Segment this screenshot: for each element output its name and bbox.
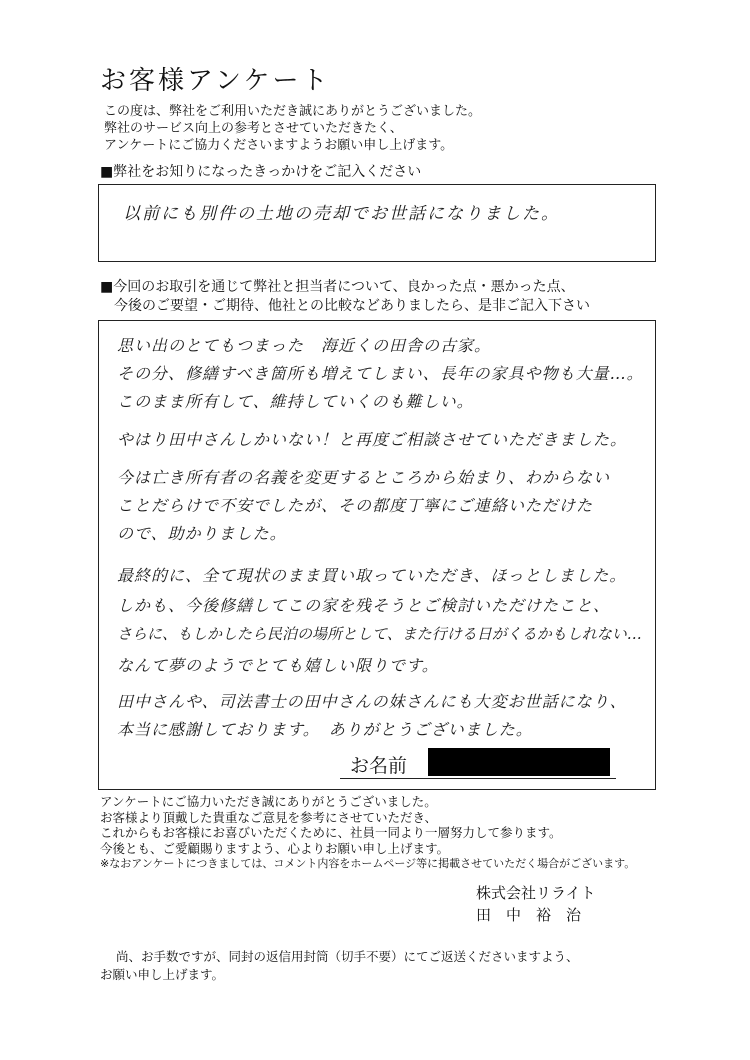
intro-line: 弊社のサービス向上の参考とさせていただきたく、 (104, 121, 403, 136)
redacted-name (428, 748, 610, 776)
footer-line: 尚、お手数ですが、同封の返信用封筒（切手不要）にてご返送くださいますよう、 (116, 949, 579, 964)
name-underline (340, 778, 616, 779)
answer-line: やはり田中さんしかいない！と再度ご相談させていただきました。 (117, 430, 628, 449)
intro-line: アンケートにご協力くださいますようお願い申し上げます。 (104, 138, 454, 153)
section1-answer: 以前にも別件の土地の売却でお世話になりました。 (123, 204, 560, 224)
answer-line: ことだらけで不安でしたが、その都度丁寧にご連絡いただけた (117, 496, 594, 515)
section2-heading (100, 278, 590, 316)
footer-line: お願い申し上げます。 (100, 967, 225, 982)
section2-heading-line: 今後のご要望・ご期待、他社との比較などありましたら、是非ご記入下さい (114, 298, 590, 314)
company-block (476, 882, 596, 926)
answer-line: 田中さんや、司法書士の田中さんの妹さんにも大変お世話になり、 (117, 692, 627, 711)
intro-text (104, 103, 481, 154)
disclaimer-note: ※なおアンケートにつきましては、コメント内容をホームページ等に掲載させていただく場合がございます。 (100, 857, 636, 870)
closing-line: お客様より頂戴した貴重なご意見を参考にさせていただき、 (100, 809, 438, 825)
closing-line: これからもお客様にお喜びいただくために、社員一同より一層努力して参ります。 (100, 825, 562, 840)
answer-line: 最終的に、全て現状のまま買い取っていただき、ほっとしました。 (117, 566, 627, 585)
section2-answer-box (98, 320, 656, 790)
footer-text (100, 948, 579, 984)
name-label: お名前 (350, 755, 408, 777)
answer-line: 本当に感謝しております。 ありがとうございました。 (117, 720, 533, 739)
company-person: 田 中 裕 治 (476, 906, 582, 924)
answer-line: しかも、今後修繕してこの家を残そうとご検討いただけたこと、 (117, 596, 611, 615)
section1-answer-box (98, 184, 656, 262)
closing-line: 今後とも、ご愛顧賜りますよう、心よりお願い申し上げます。 (100, 840, 450, 856)
answer-line: さらに、もしかしたら民泊の場所として、また行ける日がくるかもしれない… (117, 625, 642, 643)
answer-line: 今は亡き所有者の名義を変更するところから始まり、わからない (117, 468, 611, 487)
closing-line: アンケートにご協力いただき誠にありがとうございました。 (100, 794, 437, 809)
section1-heading: ■弊社をお知りになったきっかけをご記入ください (100, 164, 422, 180)
section2-heading-line: ■今回のお取引を通じて弊社と担当者について、良かった点・悪かった点、 (100, 279, 575, 295)
answer-line: その分、修繕すべき箇所も増えてしまい、長年の家具や物も大量…。 (117, 364, 644, 383)
answer-line: 思い出のとてもつまった 海近くの田舎の古家。 (117, 336, 492, 355)
page-title: お客様アンケート (100, 66, 331, 96)
closing-text (100, 794, 635, 872)
answer-line: このまま所有して、維持していくのも難しい。 (117, 392, 474, 411)
intro-line: この度は、弊社をご利用いただき誠にありがとうございました。 (104, 104, 482, 119)
company-name: 株式会社リライト (476, 884, 596, 902)
answer-line: ので、助かりました。 (117, 524, 287, 543)
answer-line: なんて夢のようでとても嬉しい限りです。 (117, 656, 439, 675)
